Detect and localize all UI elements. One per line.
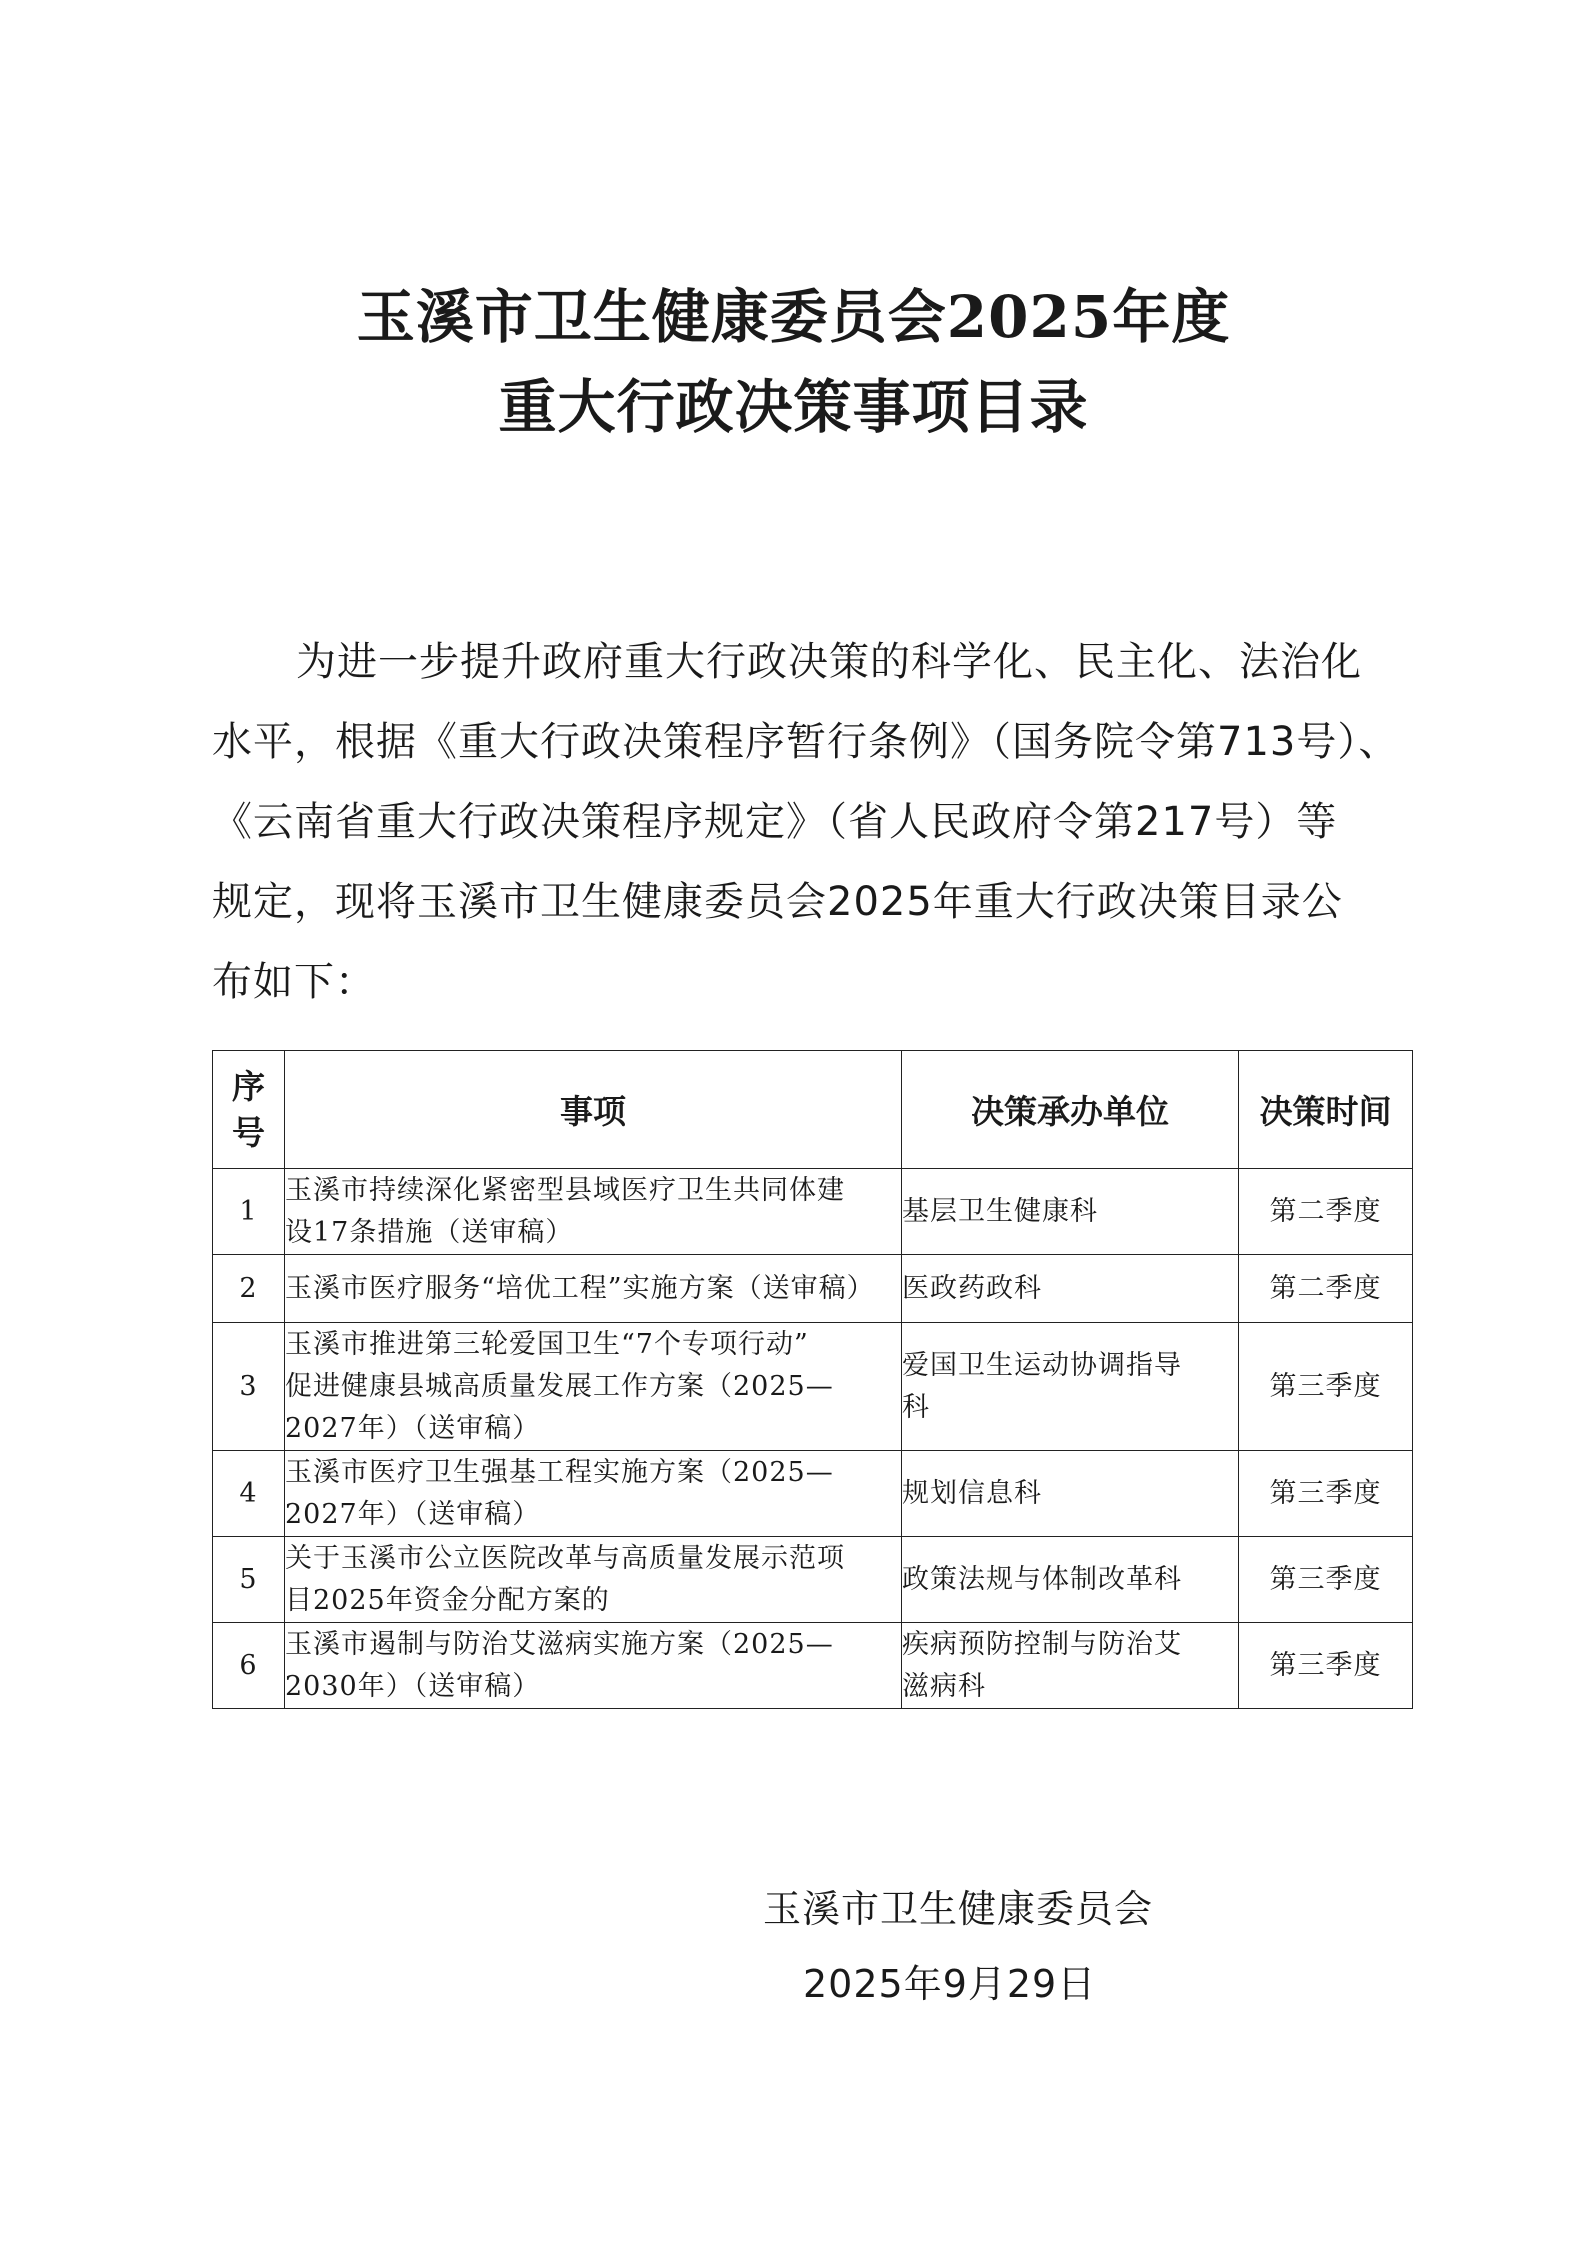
row-unit-line: 滋病科 xyxy=(902,1670,986,1702)
row-item-line: 玉溪市推进第三轮爱国卫生“7个专项行动” xyxy=(285,1328,809,1360)
table-header-row xyxy=(213,1051,1413,1169)
row-item xyxy=(285,1451,902,1537)
row-item-line: 2030年）（送审稿） xyxy=(285,1670,541,1702)
row-unit xyxy=(902,1169,1239,1255)
header-unit: 决策承办单位 xyxy=(902,1051,1239,1169)
document-title-line-1: 玉溪市卫生健康委员会2025年度 xyxy=(356,283,1231,351)
row-item-line: 玉溪市遏制与防治艾滋病实施方案（2025— xyxy=(285,1628,834,1660)
row-number: 1 xyxy=(213,1169,285,1255)
row-unit-line: 基层卫生健康科 xyxy=(902,1195,1098,1227)
row-unit xyxy=(902,1323,1239,1451)
row-number: 4 xyxy=(213,1451,285,1537)
header-serial-line-1: 序 xyxy=(232,1066,265,1106)
row-item-line: 2027年）（送审稿） xyxy=(285,1498,541,1530)
row-unit-line: 规划信息科 xyxy=(902,1477,1042,1509)
row-item xyxy=(285,1323,902,1451)
row-item-line: 2027年）（送审稿） xyxy=(285,1412,541,1444)
intro-line: 规定，现将玉溪市卫生健康委员会2025年重大行政决策目录公 xyxy=(212,879,1343,925)
row-unit-line: 医政药政科 xyxy=(902,1272,1042,1304)
row-unit xyxy=(902,1255,1239,1323)
row-unit xyxy=(902,1623,1239,1709)
row-number: 2 xyxy=(213,1255,285,1323)
issuing-organization: 玉溪市卫生健康委员会 xyxy=(763,1887,1154,1931)
row-item-line: 设17条措施（送审稿） xyxy=(285,1216,574,1248)
row-number: 6 xyxy=(213,1623,285,1709)
row-time: 第二季度 xyxy=(1239,1255,1413,1323)
decision-catalog-table xyxy=(212,1050,1413,1709)
row-item-line: 玉溪市医疗服务“培优工程”实施方案（送审稿） xyxy=(285,1272,875,1304)
row-item-line: 关于玉溪市公立医院改革与高质量发展示范项 xyxy=(285,1542,845,1574)
table-row xyxy=(213,1323,1413,1451)
document-title-line-2: 重大行政决策事项目录 xyxy=(498,373,1089,441)
row-item xyxy=(285,1537,902,1623)
row-time: 第三季度 xyxy=(1239,1623,1413,1709)
row-unit-line: 爱国卫生运动协调指导 xyxy=(902,1349,1182,1381)
header-serial-number xyxy=(213,1051,285,1169)
row-time: 第三季度 xyxy=(1239,1451,1413,1537)
intro-paragraph xyxy=(212,622,1400,1022)
row-unit xyxy=(902,1451,1239,1537)
table-row xyxy=(213,1623,1413,1709)
intro-line: 布如下： xyxy=(212,959,376,1005)
row-item-line: 目2025年资金分配方案的 xyxy=(285,1584,610,1616)
row-item xyxy=(285,1169,902,1255)
row-item xyxy=(285,1255,902,1323)
table-row xyxy=(213,1537,1413,1623)
row-time: 第三季度 xyxy=(1239,1537,1413,1623)
intro-line: 为进一步提升政府重大行政决策的科学化、民主化、法治化 xyxy=(296,639,1362,685)
row-unit-line: 疾病预防控制与防治艾 xyxy=(902,1628,1182,1660)
table-row xyxy=(213,1451,1413,1537)
table-row xyxy=(213,1169,1413,1255)
row-item xyxy=(285,1623,902,1709)
issue-date: 2025年9月29日 xyxy=(803,1962,1097,2006)
intro-line: 《云南省重大行政决策程序规定》（省人民政府令第217号）等 xyxy=(212,799,1338,845)
header-serial-line-2: 号 xyxy=(232,1112,265,1152)
row-item-line: 玉溪市持续深化紧密型县域医疗卫生共同体建 xyxy=(285,1174,845,1206)
row-item-line: 玉溪市医疗卫生强基工程实施方案（2025— xyxy=(285,1456,834,1488)
row-number: 3 xyxy=(213,1323,285,1451)
row-unit xyxy=(902,1537,1239,1623)
header-item: 事项 xyxy=(285,1051,902,1169)
row-item-line: 促进健康县城高质量发展工作方案（2025— xyxy=(285,1370,834,1402)
row-time: 第三季度 xyxy=(1239,1323,1413,1451)
row-unit-line: 政策法规与体制改革科 xyxy=(902,1563,1182,1595)
intro-line: 水平，根据《重大行政决策程序暂行条例》（国务院令第713号）、 xyxy=(212,719,1400,765)
row-unit-line: 科 xyxy=(902,1391,930,1423)
header-time: 决策时间 xyxy=(1239,1051,1413,1169)
table-row xyxy=(213,1255,1413,1323)
row-number: 5 xyxy=(213,1537,285,1623)
row-time: 第二季度 xyxy=(1239,1169,1413,1255)
